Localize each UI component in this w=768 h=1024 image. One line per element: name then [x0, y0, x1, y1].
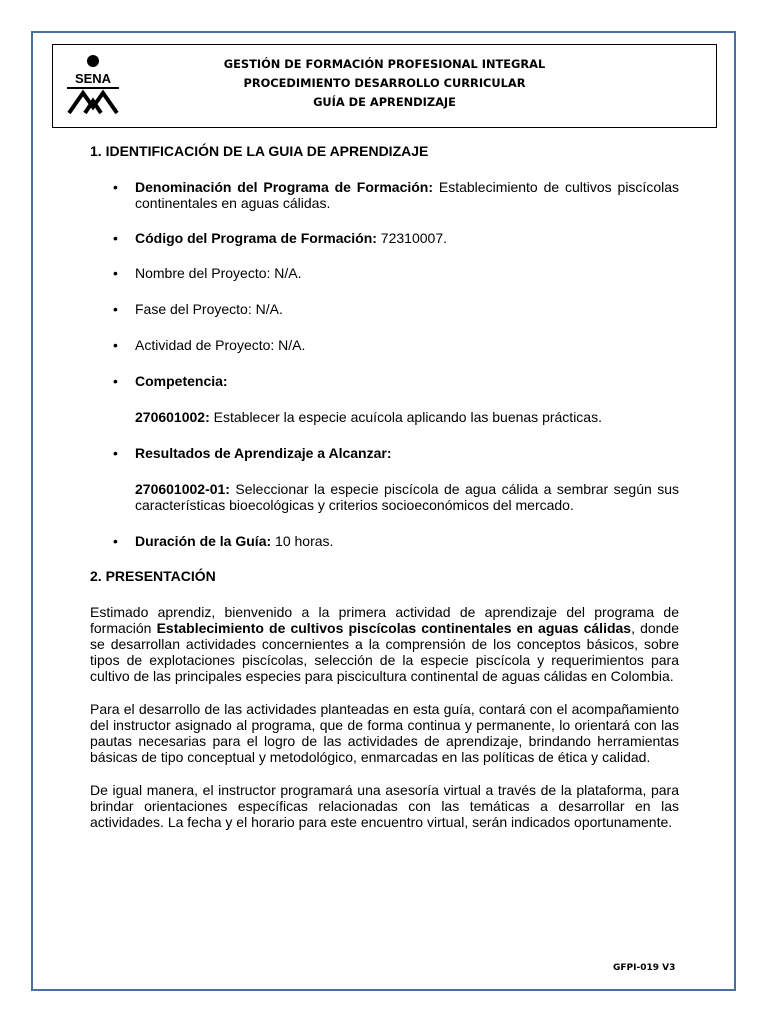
header-title-2: PROCEDIMIENTO DESARROLLO CURRICULAR: [243, 76, 526, 90]
list-item: • Actividad de Proyecto: N/A.: [113, 337, 306, 353]
header-title-3: GUÍA DE APRENDIZAJE: [313, 95, 456, 109]
list-item: • Fase del Proyecto: N/A.: [113, 301, 283, 317]
svg-text:SENA: SENA: [74, 71, 112, 86]
list-item: • Resultados de Aprendizaje a Alcanzar:: [113, 445, 392, 461]
paragraph: Estimado aprendiz, bienvenido a la primera actividad de aprendizaje del programa de formación Establecimiento de cultivos piscícolas continentales en aguas cálidas, donde se desarrollan actividades concernientes a la comprensión de los conceptos básicos, sobre tipos de explotaciones piscícolas, selección de la especie piscícola y requerimientos para cultivo de las principales especies para piscicultura continental de aguas cálidas en Colombia.: [90, 604, 679, 684]
header-title-1: GESTIÓN DE FORMACIÓN PROFESIONAL INTEGRAL: [223, 57, 546, 71]
section-1-title: 1. IDENTIFICACIÓN DE LA GUIA DE APRENDIZAJE: [90, 143, 429, 159]
list-item: • Duración de la Guía: 10 horas.: [113, 533, 334, 549]
list-item: • Denominación del Programa de Formación: Establecimiento de cultivos piscícolas continentales en aguas cálidas.: [113, 179, 679, 211]
document-header: [52, 44, 717, 128]
footer-code: GFPI-019 V3: [613, 963, 676, 973]
competencia-detail: 270601002: Establecer la especie acuícola aplicando las buenas prácticas.: [135, 409, 602, 425]
list-item: • Competencia:: [113, 373, 228, 389]
paragraph: De igual manera, el instructor programará una asesoría virtual a través de la plataforma, para brindar orientaciones específicas relacionadas con las temáticas a desarrollar en las actividades. La fecha y el horario para este encuentro virtual, serán indicados oportunamente.: [90, 782, 679, 830]
resultado-detail: 270601002-01: Seleccionar la especie piscícola de agua cálida a sembrar según sus características bioecológicas y criterios socioeconómicos del mercado.: [135, 481, 679, 513]
list-item: • Nombre del Proyecto: N/A.: [113, 265, 302, 281]
section-2-title: 2. PRESENTACIÓN: [90, 568, 216, 584]
identification-list: [90, 179, 679, 389]
paragraph: Para el desarrollo de las actividades planteadas en esta guía, contará con el acompañamiento del instructor asignado al programa, que de forma continua y permanente, lo orientará con las pautas necesarias para el logro de las actividades de aprendizaje, brindando herramientas básicas de tipo conceptual y metodológico, enmarcadas en las políticas de ética y calidad.: [90, 701, 679, 765]
document-body: [90, 143, 679, 830]
list-item: • Código del Programa de Formación: 72310007.: [113, 230, 447, 246]
